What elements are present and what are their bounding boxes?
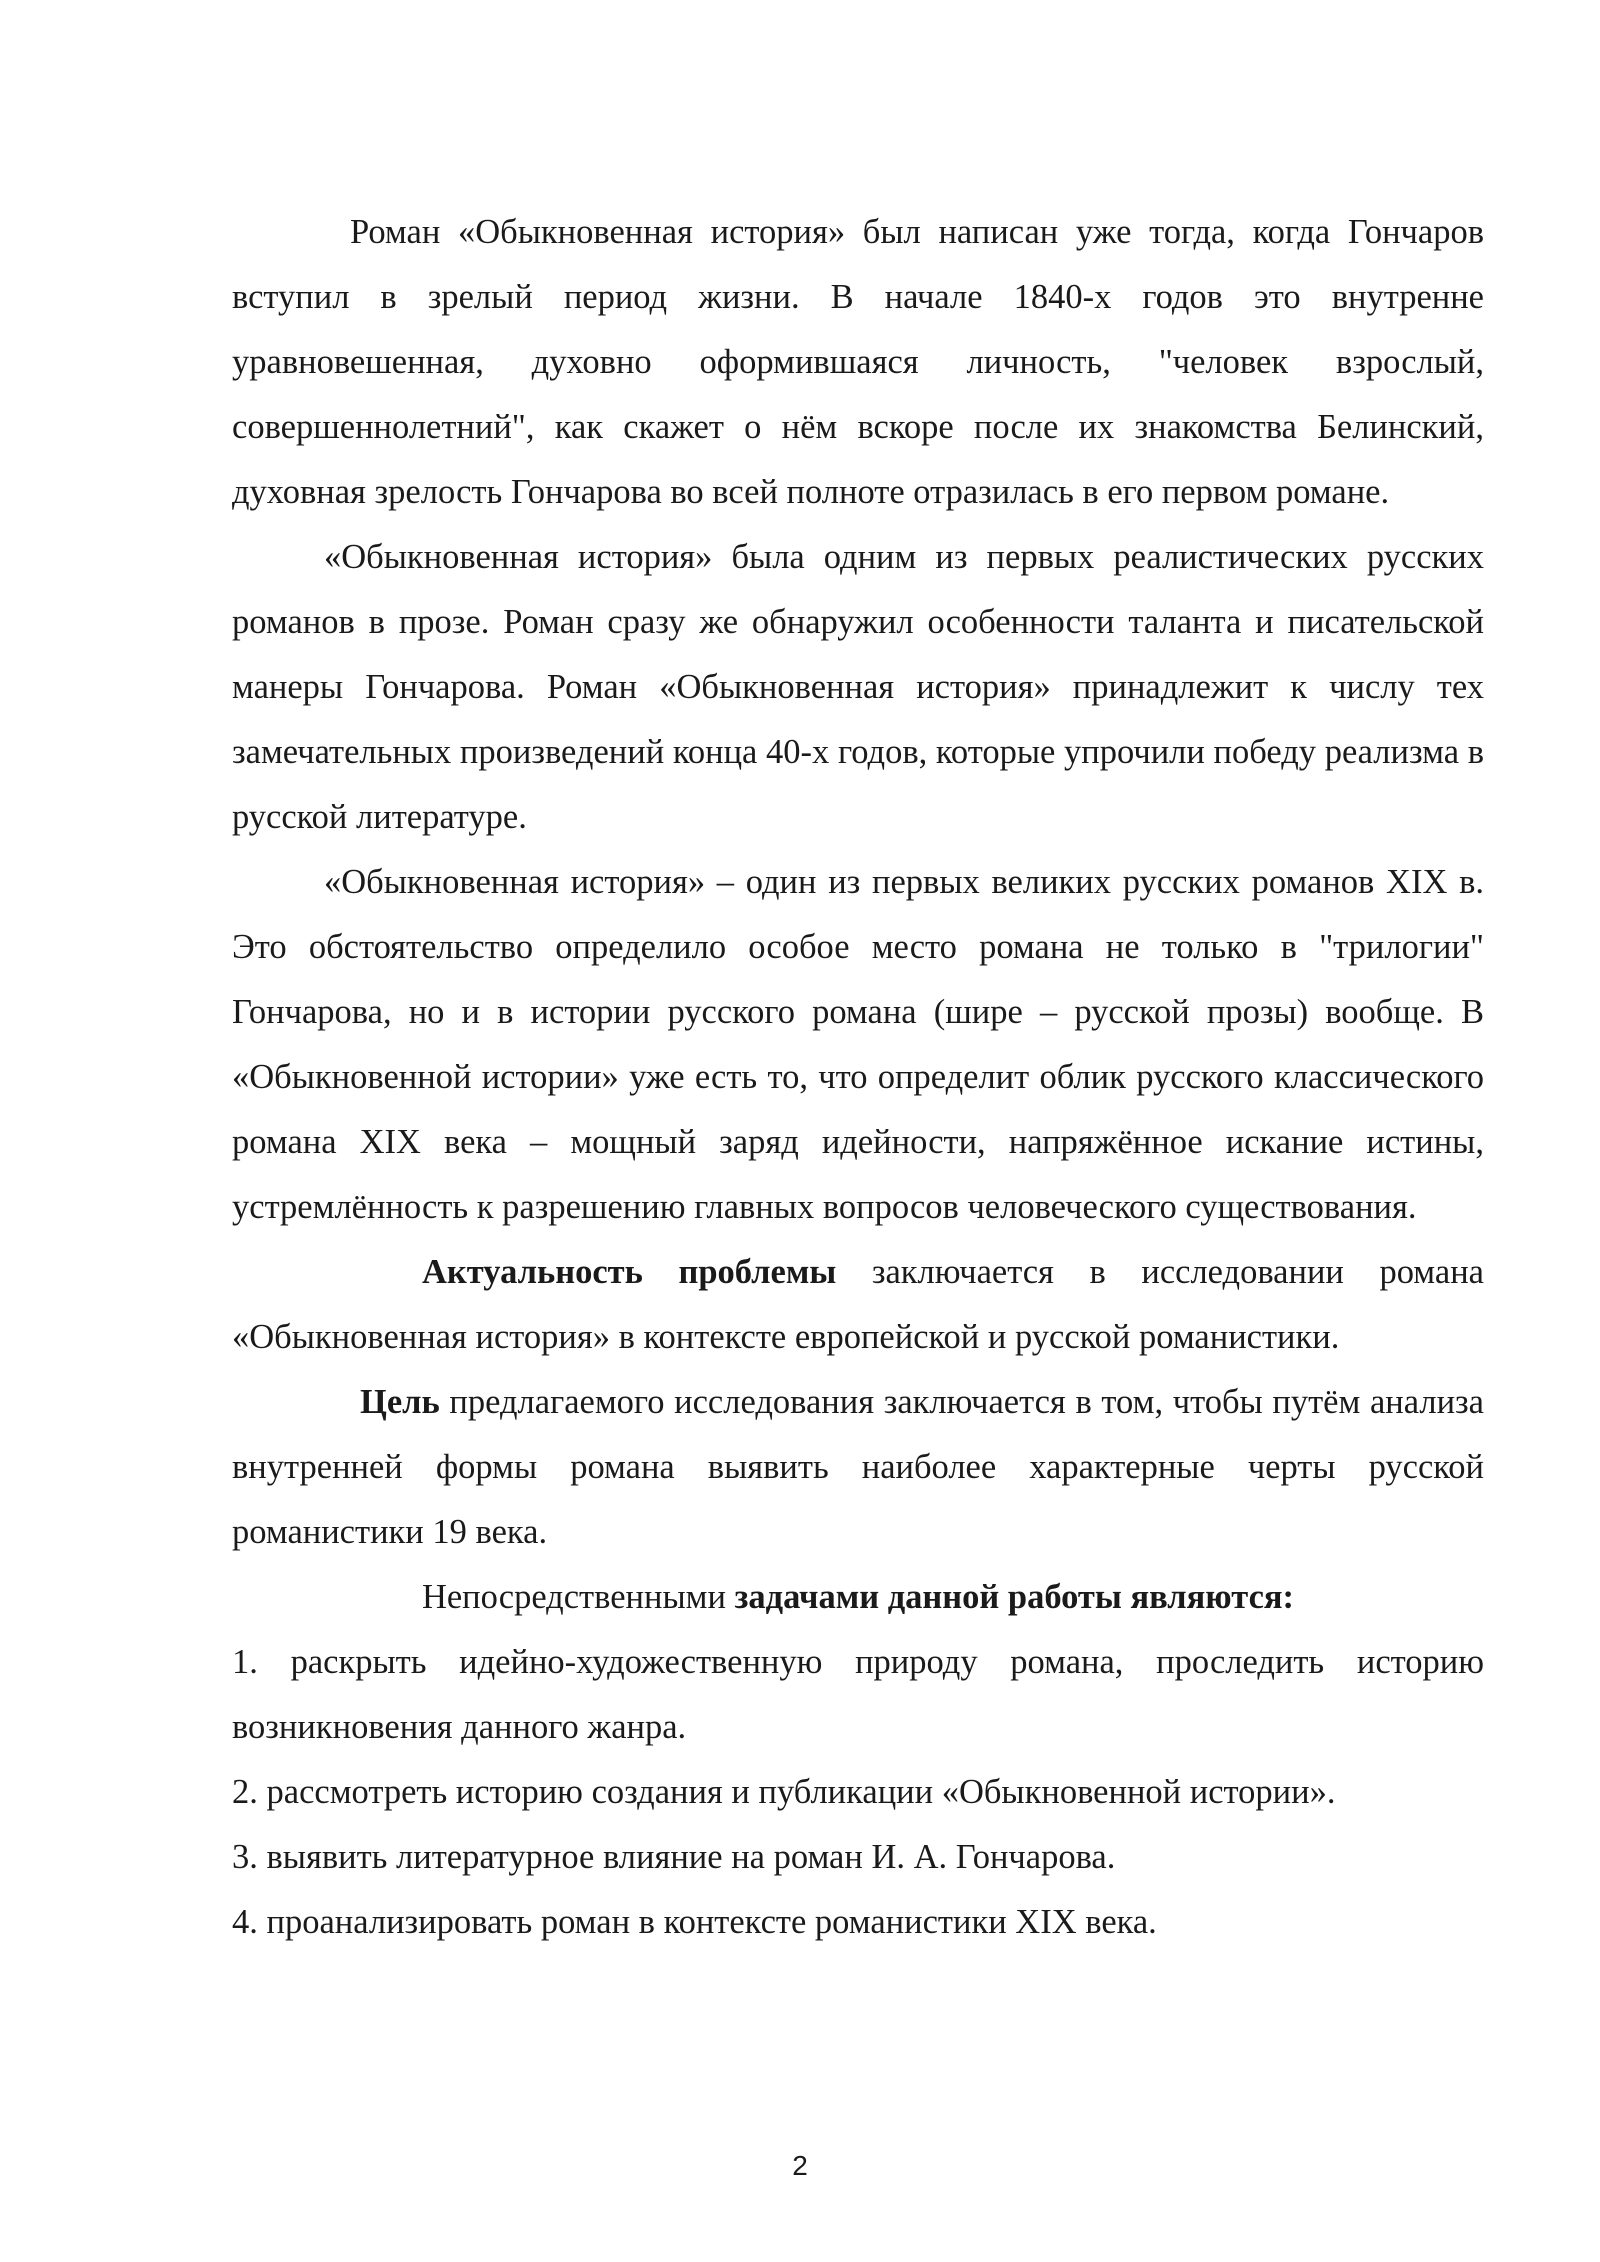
tasks-heading-normal: Непосредственными: [421, 1578, 735, 1616]
tasks-heading: [232, 1565, 1484, 1630]
task-item-1: 1. раскрыть идейно-художественную природу романа, проследить историю возникновения данного жанра.: [232, 1643, 1484, 1746]
relevance-label: Актуальность проблемы: [422, 1253, 837, 1291]
task-item-4: 4. проанализировать роман в контексте романистики XIX века.: [232, 1903, 1157, 1941]
relevance-text: заключается в исследовании романа «Обыкновенная история» в контексте европейской и русской романистики.: [232, 1253, 1484, 1356]
document-body: [232, 200, 1484, 1955]
task-item-2: 2. рассмотреть историю создания и публикации «Обыкновенной истории».: [232, 1773, 1336, 1811]
tasks-heading-bold: задачами данной работы являются:: [734, 1578, 1295, 1616]
goal-label: Цель: [360, 1383, 440, 1421]
paragraph-significance: «Обыкновенная история» – один из первых великих русских романов XIX в. Это обстоятельство определило особое место романа не только в "трилогии" Гончарова, но и в истории русского романа (шире – русской прозы) вообще. В «Обыкновенной истории» уже есть то, что определит облик русского классического романа XIX века – мощный заряд идейности, напряжённое искание истины, устремлённость к разрешению главных вопросов человеческого существования.: [232, 863, 1484, 1226]
task-item-3: 3. выявить литературное влияние на роман И. А. Гончарова.: [232, 1838, 1116, 1876]
paragraph-goal: [232, 1370, 1484, 1565]
paragraph-relevance: [232, 1240, 1484, 1370]
paragraph-realism: «Обыкновенная история» была одним из первых реалистических русских романов в прозе. Роман сразу же обнаружил особенности таланта и писательской манеры Гончарова. Роман «Обыкновенная история» принадлежит к числу тех замечательных произведений конца 40-х годов, которые упрочили победу реализма в русской литературе.: [232, 538, 1484, 836]
goal-text: предлагаемого исследования заключается в том, чтобы путём анализа внутренней формы романа выявить наиболее характерные черты русской романистики 19 века.: [232, 1383, 1484, 1551]
page-number: 2: [792, 2150, 808, 2181]
paragraph-intro: Роман «Обыкновенная история» был написан уже тогда, когда Гончаров вступил в зрелый период жизни. В начале 1840-х годов это внутренне уравновешенная, духовно оформившаяся личность, "человек взрослый, совершеннолетний", как скажет о нём вскоре после их знакомства Белинский, духовная зрелость Гончарова во всей полноте отразилась в его первом романе.: [232, 213, 1484, 511]
